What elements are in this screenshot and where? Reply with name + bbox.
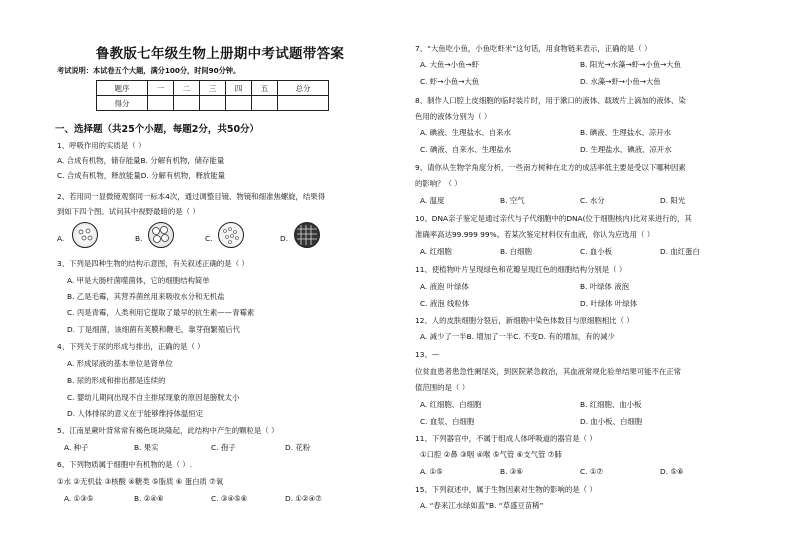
option-line: A. ①⑤ [420,467,443,476]
question-text: 色用的液体分别为（ ） [415,112,492,121]
option-line: D. 血小板、白细胞 [580,417,643,426]
option-line: A. 形成尿液的基本单位是肾单位 [67,359,173,368]
microscope-field-a-icon [72,222,98,248]
score-table [96,80,329,111]
question-text: 15、下列叙述中，属于生物因素对生物的影响的是（ ） [415,485,597,494]
question-text: 位贫血患者患急性阑尾炎，到医院紧急救治，其血液常规化验单结果可能不在正常 [415,367,682,376]
option-line: D. 生理盐水、碘液、凉开水 [580,145,672,154]
question-text: 的影响？（ ） [415,179,462,188]
score-cell-empty [200,96,226,111]
microscope-field-d-icon [294,222,320,248]
option-line: C. 丙是青霉，人类利用它提取了最早的抗生素——青霉素 [67,308,255,317]
question-text: 4、下列关于尿的形成与排出，正确的是（ ） [57,342,205,351]
option-line: A. 大鱼→小鱼→虾 [420,60,479,69]
exam-note: 考试说明：本试卷五个大题，满分100分，时间90分钟。 [57,66,241,75]
score-table-header-row [97,81,329,96]
section-heading: 一、选择题（共25个小题，每题2分，共50分） [55,124,260,135]
option-line: C. ①⑦ [580,467,604,476]
option-line: B. 乙是毛霉，其营养菌丝用来吸收水分和无机盐 [67,292,225,301]
option-line: B. ③⑥ [500,467,524,476]
option-line: D. 阳光 [660,196,686,205]
question-text: 2、若用同一显微镜观察同一标本4次，通过调整目镜、物镜和细准焦螺旋，结果得 [57,192,326,201]
question-text: 5、江南星蕨叶背常常有褐色斑块隆起，此结构中产生的颗粒是（ ） [57,426,279,435]
question-text: 准确率高达99.999 99%。若某次鉴定材料仅有血液，你认为应选用（ ） [415,230,655,239]
option-label: B. [135,234,143,243]
question-text: 3、下列是四种生物的结构示意图，有关叙述正确的是（ ） [57,259,249,268]
score-cell-empty [278,96,329,111]
option-line: A. ①③⑤ [64,494,94,503]
option-line: D. 水藻→虾→小鱼→大鱼 [580,77,661,86]
option-line: D. 血红蛋白 [660,247,700,256]
option-line: C. 合成有机物，释放能量D. 分解有机物，释放能量 [57,171,226,180]
option-line: B. 尿的形成和排出都是连续的 [67,376,166,385]
option-line: C. 血小板 [580,247,613,256]
question-text: 7、“大鱼吃小鱼，小鱼吃虾米”这句话，用食物链来表示，正确的是（ ） [415,44,652,53]
option-line: D. 花粉 [285,443,311,452]
microscope-field-c-icon [218,222,244,248]
score-cell-empty [148,96,174,111]
question-text: 13、— [415,350,440,359]
option-line: B. 红细胞、血小板 [580,400,642,409]
microscope-field-b-icon [148,222,174,248]
option-line: A. 液泡 叶绿体 [420,282,469,291]
option-line: C. 虾→小鱼→大鱼 [420,77,480,86]
option-line: B. 空气 [500,196,525,205]
option-line: D. 人体排尿的意义在于能够维持体温恒定 [67,409,204,418]
option-line: A. 红细胞、白细胞 [420,400,482,409]
option-label: A. [57,234,65,243]
question-text: 11、使植物叶片呈现绿色和花瓣呈现红色的细胞结构分别是（ ） [415,265,627,274]
score-cell: 五 [252,81,278,96]
question-text: 1、呼吸作用的实质是（ ） [57,141,146,150]
score-cell: 一 [148,81,174,96]
option-line: A. 温度 [420,196,445,205]
option-line: B. 果实 [134,443,159,452]
score-cell-empty [226,96,252,111]
option-line: B. ②④⑥ [134,494,164,503]
score-cell: 题序 [97,81,148,96]
question-text: 10、DNA亲子鉴定是通过亲代与子代细胞中的DNA(位于细胞核内)比对来进行的，其 [415,214,692,223]
option-line: D. 丁是细菌，该细菌有荚膜和鞭毛，靠芽孢繁殖后代 [67,325,240,334]
option-line: ①水 ②无机盐 ③核酸 ④糖类 ⑤脂质 ⑥ 蛋白质 ⑦氧 [57,477,224,486]
page-title: 鲁教版七年级生物上册期中考试题带答案 [95,46,345,62]
option-line: C. 液泡 线粒体 [420,299,470,308]
option-line: ①口腔 ②鼻 ③咽 ④喉 ⑤气管 ⑥支气管 ⑦肺 [420,450,562,459]
question-text: 12、人的皮肤细胞分裂后，新细胞中染色体数目与原细胞相比（ ） [415,316,634,325]
score-table-score-row [97,96,329,111]
score-cell: 二 [174,81,200,96]
score-cell-empty [174,96,200,111]
option-line: B. 碘液、生理盐水、凉开水 [580,128,672,137]
score-cell: 三 [200,81,226,96]
option-line: A. 合成有机物，储存能量B. 分解有机物，储存能量 [57,156,225,165]
option-line: D. ①②④⑦ [285,494,322,503]
question-text: 到如下四个图。试问其中视野最暗的是（ ） [57,207,200,216]
question-text: 6、下列物质属于细胞中有机物的是（ ）. [57,460,193,469]
question-text: 9、请你从生物学角度分析，一些南方树种在北方的成活率低主要是受以下哪种因素 [415,163,686,172]
score-cell: 得分 [97,96,148,111]
score-cell-empty [252,96,278,111]
option-line: C. 血浆、白细胞 [420,417,475,426]
option-label: C. [205,234,213,243]
option-line: B. 白细胞 [500,247,532,256]
option-line: C. 碘液、自来水、生理盐水 [420,145,512,154]
option-line: B. 叶绿体 液泡 [580,282,630,291]
option-line: A. 减少了一半B. 增加了一半C. 不变D. 有的增加，有的减少 [420,332,615,341]
question-text: 值范围的是（ ） [415,383,470,392]
option-line: A. 红细胞 [420,247,452,256]
option-line: C. 孢子 [211,443,236,452]
option-line: A. 甲是大肠杆菌噬菌体，它的细胞结构简单 [67,276,210,285]
score-cell: 四 [226,81,252,96]
option-line: D. ⑤⑥ [660,467,684,476]
option-line: C. ③④⑤⑥ [211,494,248,503]
option-line: A. 种子 [64,443,89,452]
question-text: 11、下列器官中，不属于组成人体呼吸道的器官是（ ） [415,434,597,443]
option-line: A. “春来江水绿如蓝”B. “草盛豆苗稀” [420,501,544,510]
option-label: D. [280,234,289,243]
option-line: A. 碘液、生理盐水、自来水 [420,128,511,137]
option-line: D. 叶绿体 叶绿体 [580,299,638,308]
question-text: 8、制作人口腔上皮细胞的临时装片时，用于漱口的液体、载玻片上滴加的液体、染 [415,96,686,105]
option-line: B. 阳光→水藻→虾→小鱼→大鱼 [580,60,682,69]
option-line: C. 水分 [580,196,605,205]
score-cell: 总分 [278,81,329,96]
option-line: C. 婴幼儿期间出现不自主排尿现象的原因是膀胱太小 [67,393,240,402]
